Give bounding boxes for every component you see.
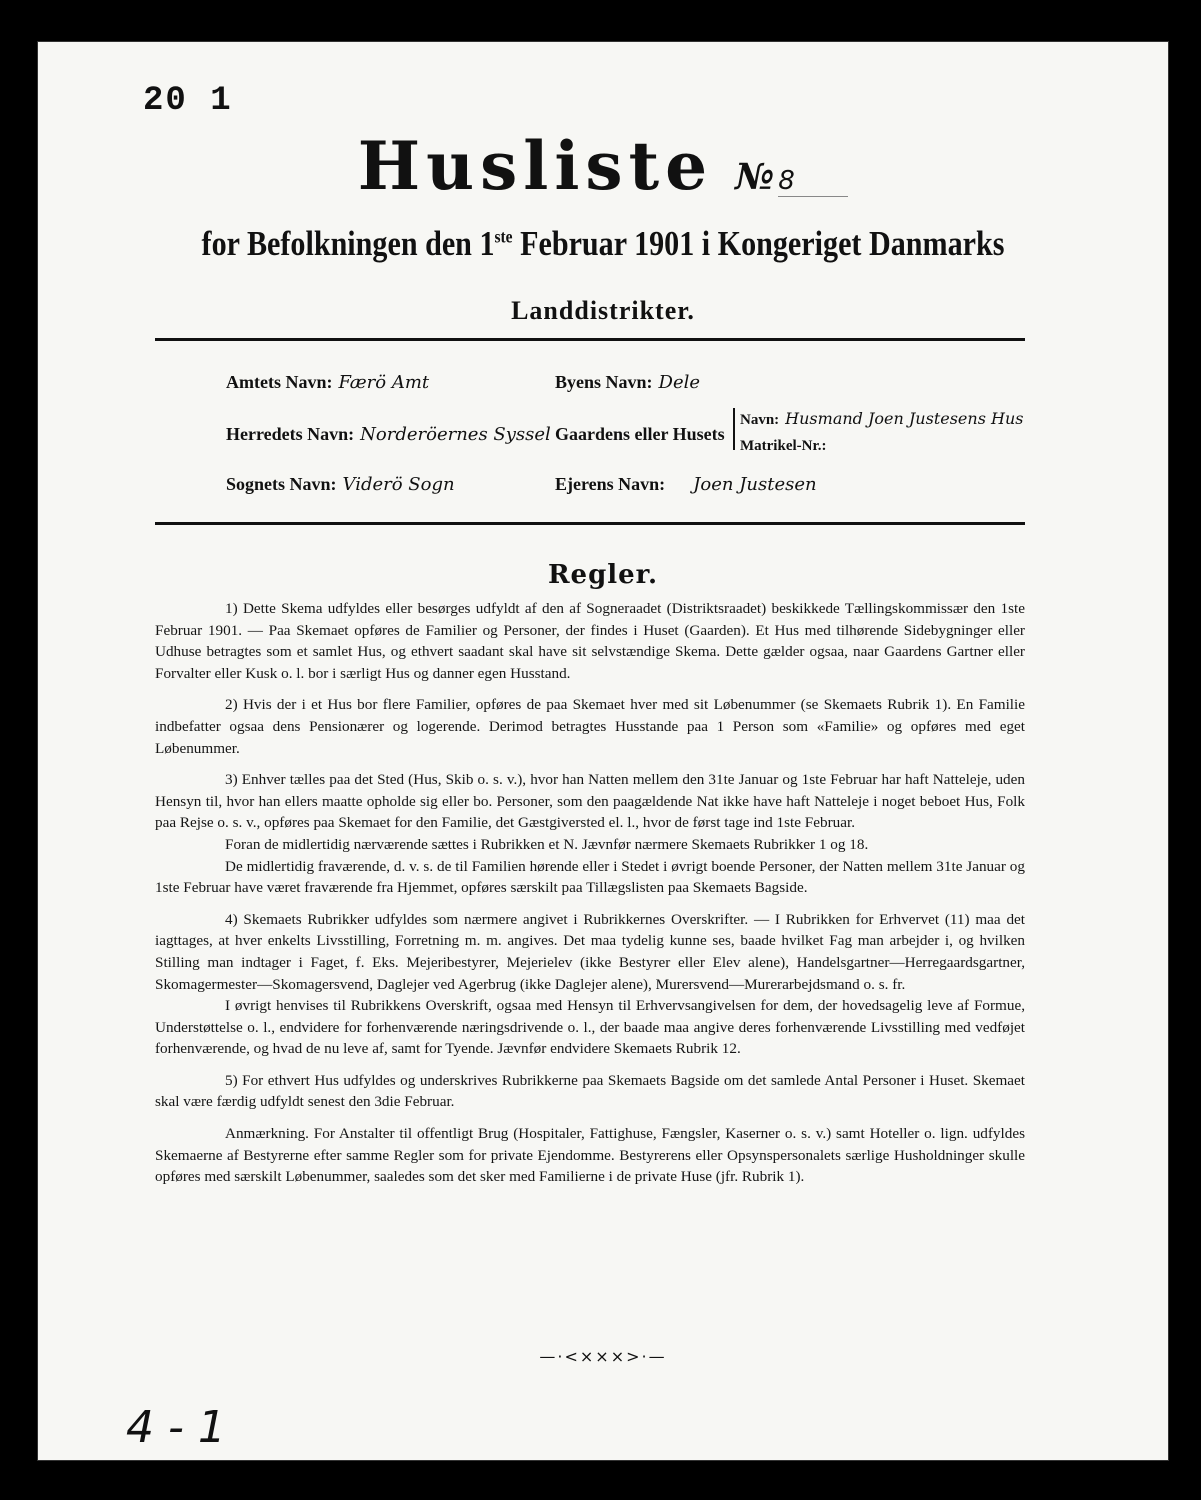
by-value: Dele [658,372,701,393]
rule-3-note-n: Foran de midlertidig nærværende sættes i Rubrikken et N. Jævnfør nærmere Skemaets Rubrikker 1 og 18. [225,835,869,853]
gaard-bracket [733,408,735,450]
field-by [555,372,700,393]
field-herred [226,424,551,445]
form-subtitle [117,224,1089,264]
rules-heading: Regler. [547,560,659,590]
divider-bottom [155,522,1025,525]
rule-5: 5) For ethvert Hus udfyldes og underskrives Rubrikkerne paa Skemaets Bagside om det samlede Antal Personer i Huset. Skemaet skal være færdig udfyldt senest den 3die Februar. [155,1071,1025,1111]
gaard-navn-value: Husmand Joen Justesens Hus [785,409,1024,428]
matrikel-label: Matrikel-Nr.: [740,438,827,454]
number-sign: № [735,156,775,198]
form-title [358,127,848,205]
handwritten-page-number: 4 - 1 [126,1402,226,1453]
field-sogn [226,474,455,495]
census-form-sheet [38,42,1168,1460]
ejer-value: Joen Justesen [693,474,817,495]
rule-4: 4) Skemaets Rubrikker udfyldes som nærmere angivet i Rubrikkernes Overskrifter. — I Rubrikken for Erhvervet (11) maa det iagttages, at hver enkelts Livsstilling, Forretning m. m. angives. Det maa tydelig kunne ses, baade hvilket Fag man arbejder i, og hvilken Stilling man indtager i Faget, f. Eks. Mejeribestyrer, Mejerielev (ikke Bestyrer eller Elev alene), Handelsgartner—Herregaardsgartner, Skomagermester—Skomagersvend, Daglejer ved Agerbrug (ikke Daglejer alene), Murersvend—Murerarbejdsmand o. s. fr. [155,910,1025,993]
field-matrikel [740,434,833,455]
field-gaard-navn [740,408,1023,429]
amt-value: Færö Amt [338,372,430,393]
form-number-value: 8 [778,166,848,197]
remark: Anmærkning. For Anstalter til offentligt Brug (Hospitaler, Fattighuse, Fængsler, Kaserner o. s. v.) samt Hoteller o. lign. udfyldes Skemaerne af Bestyrerne efter samme Regler som for private Ejendomme. Bestyrerens eller Opsynspersonalets særlige Husholdninger skulle opføres med særskilt Løbenummer, saaledes som det sker med Familierne i de private Huse (jfr. Rubrik 1). [155,1125,1025,1186]
amt-label: Amtets Navn: [226,372,333,392]
gaard-navn-label: Navn: [740,412,780,428]
sogn-value: Viderö Sogn [342,474,455,495]
rule-3-absent: De midlertidig fraværende, d. v. s. de til Familien hørende eller i Stedet i øvrigt boende Personer, der Natten mellem 31te Januar og 1ste Februar have været fraværende fra Hjemmet, opføres særskilt paa Tillægslisten paa Skemaets Bagside. [155,857,1025,897]
district-type: Landdistrikter. [511,296,695,325]
herred-label: Herredets Navn: [226,424,355,444]
rules-body [155,598,1025,1198]
archive-number: 20 1 [143,82,233,120]
form-title-text: Husliste [357,127,714,205]
subtitle-post: Februar 1901 i Kongeriget Danmarks [512,224,1005,263]
subtitle-pre: for Befolkningen den 1 [201,224,495,263]
rule-3: 3) Enhver tælles paa det Sted (Hus, Skib o. s. v.), hvor han Natten mellem den 31te Januar og 1ste Februar har haft Natteleje, uden Hensyn til, hvor han ellers maatte opholde sig eller bo. Personer, som den paagældende Nat ikke have haft Natteleje i noget beboet Hus, Folk paa Rejse o. s. v., opføres paa Skemaet for den Familie, det Gæstgiversted el. l., hvor de først tage ind 1ste Februar. [155,771,1025,832]
gaard-label: Gaardens eller Husets [555,424,725,444]
title-block [38,127,1168,205]
by-label: Byens Navn: [555,372,653,392]
field-gaard [555,424,725,445]
subtitle-sup: ste [494,226,513,247]
sogn-label: Sognets Navn: [226,474,337,494]
field-ejer [555,474,817,495]
divider-top [155,338,1025,341]
herred-value: Norderöernes Syssel [360,424,551,445]
rule-1: 1) Dette Skema udfyldes eller besørges udfyldt af den af Sogneraadet (Distriktsraadet) beskikkede Tællingskommissær den 1ste Februar 1901. — Paa Skemaet opføres de Familier og Personer, der findes i Huset (Gaarden). Et Hus med tilhørende Sidebygninger eller Udhuse betragtes som et samlet Hus, og ethvert saadant skal have sit selvstændige Skema. Dette gælder ogsaa, naar Gaardens Gartner eller Forvalter eller Kusk o. l. bor i særligt Hus og danner egen Husstand. [155,600,1025,682]
ornament-divider: —·<×××>·— [539,1347,667,1366]
rule-2: 2) Hvis der i et Hus bor flere Familier, opføres de paa Skemaet hver med sit Løbenummer (se Skemaets Rubrik 1). En Familie indbefatter ogsaa dens Pensionærer og logerende. Derimod betragtes Husstande paa 1 Person som «Familie» og opføres med eget Løbenummer. [155,696,1025,757]
rule-4-continued: I øvrigt henvises til Rubrikkens Overskrift, ogsaa med Hensyn til Erhvervsangivelsen for dem, der hovedsagelig leve af Formue, Understøttelse o. l., endvidere for forhenværende næringsdrivende o. l., der baade maa angive deres forhenværende Livsstilling med vedføjet forhenværende, og hvad de nu leve af, samt for Tyende. Jævnfør endvidere Skemaets Rubrik 12. [155,997,1025,1058]
ejer-label: Ejerens Navn: [555,474,666,494]
field-amt [226,372,429,393]
